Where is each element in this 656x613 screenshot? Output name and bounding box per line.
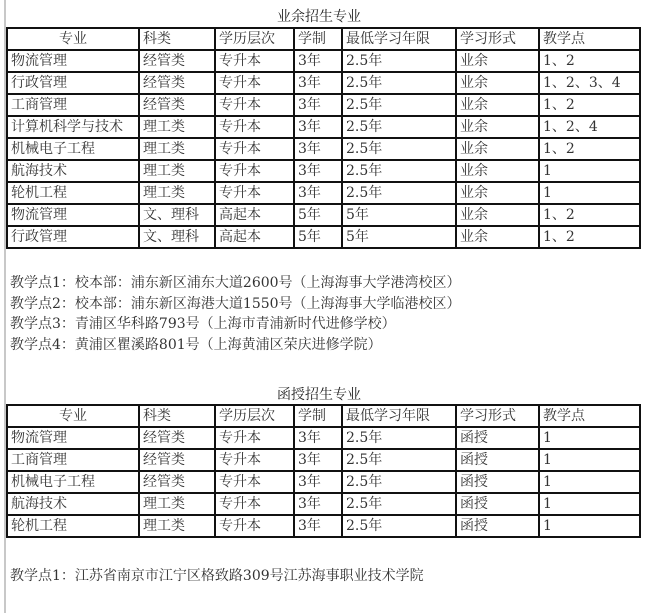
cell-study-mode: 业余	[456, 160, 539, 182]
cell-major: 轮机工程	[7, 182, 139, 204]
header-level: 学历层次	[215, 28, 294, 50]
cell-study-mode: 业余	[456, 226, 539, 248]
cell-level: 专升本	[215, 515, 294, 537]
cell-level: 专升本	[215, 50, 294, 72]
cell-major: 计算机科学与技术	[7, 116, 139, 138]
teaching-site-note-4: 教学点4：黄浦区瞿溪路801号（上海黄浦区荣庆进修学院）	[10, 336, 382, 353]
header-min-years: 最低学习年限	[342, 405, 456, 427]
cell-major: 物流管理	[7, 427, 139, 449]
cell-major: 航海技术	[7, 160, 139, 182]
cell-major: 航海技术	[7, 493, 139, 515]
table-row	[7, 116, 640, 138]
cell-min-years: 2.5年	[342, 94, 456, 116]
cell-category: 经管类	[139, 50, 215, 72]
table-row	[7, 160, 640, 182]
cell-min-years: 5年	[342, 204, 456, 226]
cell-category: 经管类	[139, 427, 215, 449]
header-min-years: 最低学习年限	[342, 28, 456, 50]
cell-category: 理工类	[139, 116, 215, 138]
table-row	[7, 226, 640, 248]
cell-min-years: 2.5年	[342, 427, 456, 449]
cell-duration: 3年	[294, 182, 342, 204]
cell-category: 文、理科	[139, 204, 215, 226]
cell-duration: 3年	[294, 72, 342, 94]
cell-study-mode: 函授	[456, 427, 539, 449]
part-time-table-body	[7, 28, 640, 248]
cell-teaching-site: 1	[539, 427, 640, 449]
header-major: 专业	[7, 28, 139, 50]
cell-category: 理工类	[139, 515, 215, 537]
cell-min-years: 2.5年	[342, 182, 456, 204]
header-level: 学历层次	[215, 405, 294, 427]
cell-min-years: 2.5年	[342, 515, 456, 537]
cell-teaching-site: 1	[539, 449, 640, 471]
cell-min-years: 2.5年	[342, 493, 456, 515]
cell-level: 专升本	[215, 138, 294, 160]
cell-duration: 3年	[294, 493, 342, 515]
cell-min-years: 2.5年	[342, 116, 456, 138]
cell-min-years: 2.5年	[342, 72, 456, 94]
cell-study-mode: 业余	[456, 138, 539, 160]
cell-teaching-site: 1、2	[539, 94, 640, 116]
cell-study-mode: 函授	[456, 471, 539, 493]
cell-category: 理工类	[139, 160, 215, 182]
cell-category: 经管类	[139, 449, 215, 471]
header-teaching-site: 教学点	[539, 28, 640, 50]
cell-category: 文、理科	[139, 226, 215, 248]
header-category: 科类	[139, 405, 215, 427]
header-category: 科类	[139, 28, 215, 50]
section-title-correspondence: 函授招生专业	[277, 387, 361, 403]
cell-level: 专升本	[215, 493, 294, 515]
cell-teaching-site: 1、2	[539, 204, 640, 226]
teaching-site-note-1: 教学点1：江苏省南京市江宁区格致路309号江苏海事职业技术学院	[10, 568, 424, 584]
cell-duration: 3年	[294, 94, 342, 116]
cell-teaching-site: 1	[539, 515, 640, 537]
cell-duration: 3年	[294, 160, 342, 182]
cell-category: 理工类	[139, 182, 215, 204]
cell-category: 理工类	[139, 493, 215, 515]
cell-level: 专升本	[215, 427, 294, 449]
teaching-site-note-1: 教学点1：校本部：浦东新区浦东大道2600号（上海海事大学港湾校区）	[10, 275, 461, 291]
cell-level: 专升本	[215, 94, 294, 116]
cell-teaching-site: 1、2、4	[539, 116, 640, 138]
cell-level: 高起本	[215, 204, 294, 226]
cell-study-mode: 业余	[456, 94, 539, 116]
cell-duration: 3年	[294, 138, 342, 160]
table-row	[7, 204, 640, 226]
cell-category: 经管类	[139, 471, 215, 493]
cell-teaching-site: 1、2	[539, 226, 640, 248]
table-row	[7, 427, 640, 449]
cell-min-years: 2.5年	[342, 471, 456, 493]
correspondence-teaching-sites-notes	[10, 566, 424, 587]
cell-level: 专升本	[215, 160, 294, 182]
cell-major: 行政管理	[7, 72, 139, 94]
part-time-teaching-sites-notes	[10, 273, 461, 355]
cell-study-mode: 业余	[456, 50, 539, 72]
cell-study-mode: 业余	[456, 116, 539, 138]
cell-major: 工商管理	[7, 94, 139, 116]
cell-major: 物流管理	[7, 50, 139, 72]
cell-study-mode: 函授	[456, 515, 539, 537]
cell-study-mode: 业余	[456, 204, 539, 226]
table-row	[7, 138, 640, 160]
cell-duration: 3年	[294, 427, 342, 449]
cell-min-years: 5年	[342, 226, 456, 248]
cell-duration: 3年	[294, 116, 342, 138]
cell-duration: 5年	[294, 204, 342, 226]
cell-level: 专升本	[215, 72, 294, 94]
cell-study-mode: 业余	[456, 72, 539, 94]
section-title-part-time: 业余招生专业	[277, 9, 361, 25]
cell-min-years: 2.5年	[342, 50, 456, 72]
table-row	[7, 471, 640, 493]
cell-duration: 3年	[294, 471, 342, 493]
cell-teaching-site: 1、2	[539, 50, 640, 72]
teaching-site-note-3: 教学点3：青浦区华科路793号（上海市青浦新时代进修学校）	[10, 316, 396, 332]
header-study-mode: 学习形式	[456, 405, 539, 427]
table-row	[7, 50, 640, 72]
cell-teaching-site: 1	[539, 182, 640, 204]
cell-category: 经管类	[139, 72, 215, 94]
cell-major: 机械电子工程	[7, 138, 139, 160]
cell-study-mode: 业余	[456, 182, 539, 204]
cell-major: 机械电子工程	[7, 471, 139, 493]
cell-teaching-site: 1、2、3、4	[539, 72, 640, 94]
cell-teaching-site: 1	[539, 493, 640, 515]
cell-teaching-site: 1	[539, 471, 640, 493]
table-header-row	[7, 28, 640, 50]
part-time-programs-table	[6, 27, 641, 249]
cell-min-years: 2.5年	[342, 138, 456, 160]
cell-duration: 3年	[294, 50, 342, 72]
table-row	[7, 72, 640, 94]
cell-category: 经管类	[139, 94, 215, 116]
table-row	[7, 493, 640, 515]
header-duration: 学制	[294, 28, 342, 50]
header-major: 专业	[7, 405, 139, 427]
cell-category: 理工类	[139, 138, 215, 160]
cell-level: 专升本	[215, 182, 294, 204]
cell-duration: 3年	[294, 515, 342, 537]
cell-major: 轮机工程	[7, 515, 139, 537]
correspondence-table-body	[7, 405, 640, 537]
cell-study-mode: 函授	[456, 493, 539, 515]
table-row	[7, 515, 640, 537]
header-study-mode: 学习形式	[456, 28, 539, 50]
cell-duration: 3年	[294, 449, 342, 471]
cell-level: 高起本	[215, 226, 294, 248]
cell-teaching-site: 1、2	[539, 138, 640, 160]
cell-level: 专升本	[215, 449, 294, 471]
table-row	[7, 182, 640, 204]
table-row	[7, 449, 640, 471]
cell-study-mode: 函授	[456, 449, 539, 471]
header-duration: 学制	[294, 405, 342, 427]
cell-major: 工商管理	[7, 449, 139, 471]
cell-major: 行政管理	[7, 226, 139, 248]
cell-min-years: 2.5年	[342, 449, 456, 471]
teaching-site-note-2: 教学点2：校本部：浦东新区海港大道1550号（上海海事大学临港校区）	[10, 295, 461, 312]
cell-major: 物流管理	[7, 204, 139, 226]
cell-level: 专升本	[215, 471, 294, 493]
header-teaching-site: 教学点	[539, 405, 640, 427]
table-header-row	[7, 405, 640, 427]
cell-level: 专升本	[215, 116, 294, 138]
cell-duration: 5年	[294, 226, 342, 248]
cell-min-years: 2.5年	[342, 160, 456, 182]
correspondence-programs-table	[6, 404, 641, 538]
table-row	[7, 94, 640, 116]
cell-teaching-site: 1	[539, 160, 640, 182]
